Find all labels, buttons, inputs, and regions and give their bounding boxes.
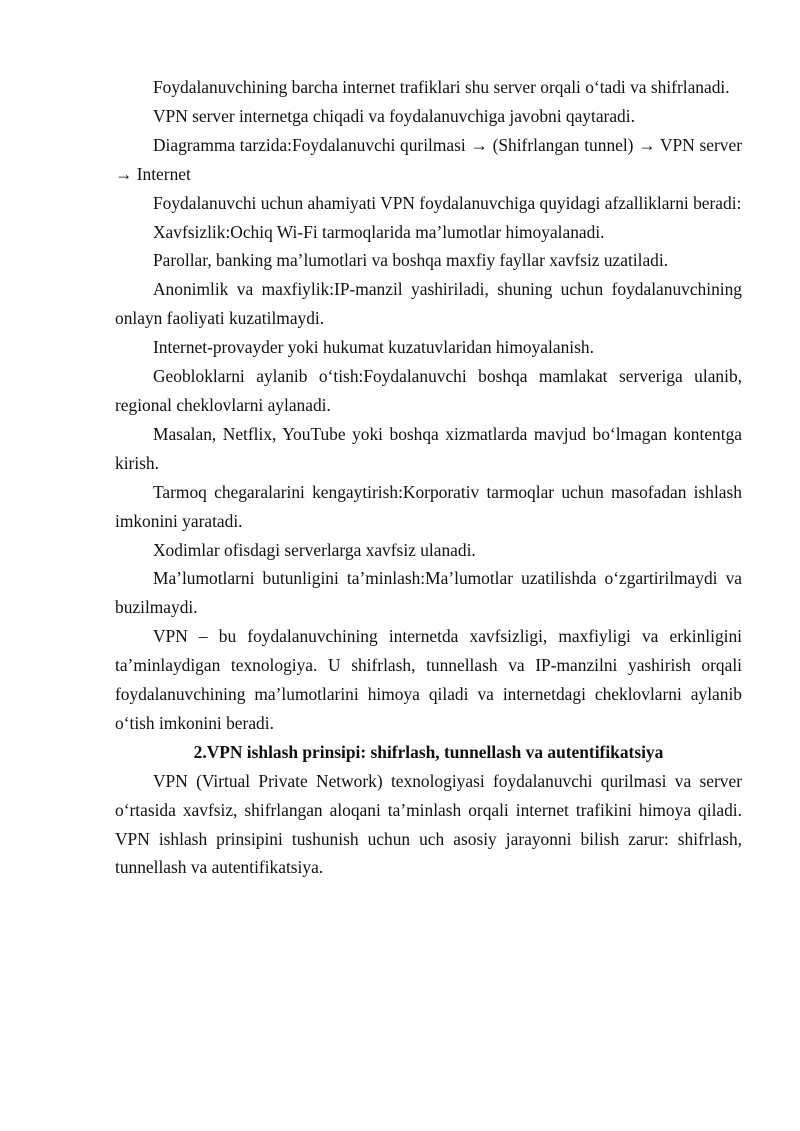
paragraph: Anonimlik va maxfiylik:IP-manzil yashiriladi, shuning uchun foydalanuvchining onlayn faoliyati kuzatilmaydi. — [115, 279, 742, 329]
paragraph: Xodimlar ofisdagi serverlarga xavfsiz ulanadi. — [153, 539, 476, 560]
paragraph: Foydalanuvchining barcha internet trafiklari shu server orqali o‘tadi va shifrlanadi. — [153, 77, 730, 97]
paragraph: Parollar, banking ma’lumotlari va boshqa maxfiy fayllar xavfsiz uzatiladi. — [153, 250, 669, 271]
document-page — [115, 73, 742, 882]
paragraph: VPN (Virtual Private Network) texnologiyasi foydalanuvchi qurilmasi va server o‘rtasida xavfsiz, shifrlangan aloqani ta’minlash orqali internet trafikini himoya qiladi. VPN ishlash prinsipini tushunish uchun uch asosiy jarayonni bilish zarur: shifrlash, tunnellash va autentifikatsiya. — [115, 770, 742, 878]
paragraph: Tarmoq chegaralarini kengaytirish:Korporativ tarmoqlar uchun masofadan ishlash imkonini yaratadi. — [115, 481, 742, 531]
paragraph: VPN – bu foydalanuvchining internetda xavfsizligi, maxfiyligi va erkinligini ta’minlaydigan texnologiya. U shifrlash, tunnellash va IP-manzilni yashirish orqali foydalanuvchining ma’lumotlarini himoya qiladi va internetdagi cheklovlarni aylanib o‘tish imkonini beradi. — [115, 626, 742, 733]
paragraph: VPN server internetga chiqadi va foydalanuvchiga javobni qaytaradi. — [153, 105, 635, 126]
paragraph: Internet-provayder yoki hukumat kuzatuvlaridan himoyalanish. — [153, 337, 594, 358]
paragraph: Masalan, Netflix, YouTube yoki boshqa xizmatlarda mavjud bo‘lmagan kontentga kirish. — [115, 423, 742, 473]
paragraph: Foydalanuvchi uchun ahamiyati VPN foydalanuvchiga quyidagi afzalliklarni beradi: — [153, 192, 742, 213]
section-heading: 2.VPN ishlash prinsipi: shifrlash, tunnellash va autentifikatsiya — [193, 741, 664, 762]
paragraph: Geobloklarni aylanib o‘tish:Foydalanuvchi boshqa mamlakat serveriga ulanib, regional cheklovlarni aylanadi. — [115, 366, 742, 415]
paragraph: Xavfsizlik:Ochiq Wi-Fi tarmoqlarida ma’lumotlar himoyalanadi. — [153, 221, 605, 242]
paragraph: Diagramma tarzida:Foydalanuvchi qurilmasi → (Shifrlangan tunnel) → VPN server → Internet — [115, 134, 742, 184]
paragraph: Ma’lumotlarni butunligini ta’minlash:Ma’lumotlar uzatilishda o‘zgartirilmaydi va buzilmaydi. — [115, 568, 742, 618]
